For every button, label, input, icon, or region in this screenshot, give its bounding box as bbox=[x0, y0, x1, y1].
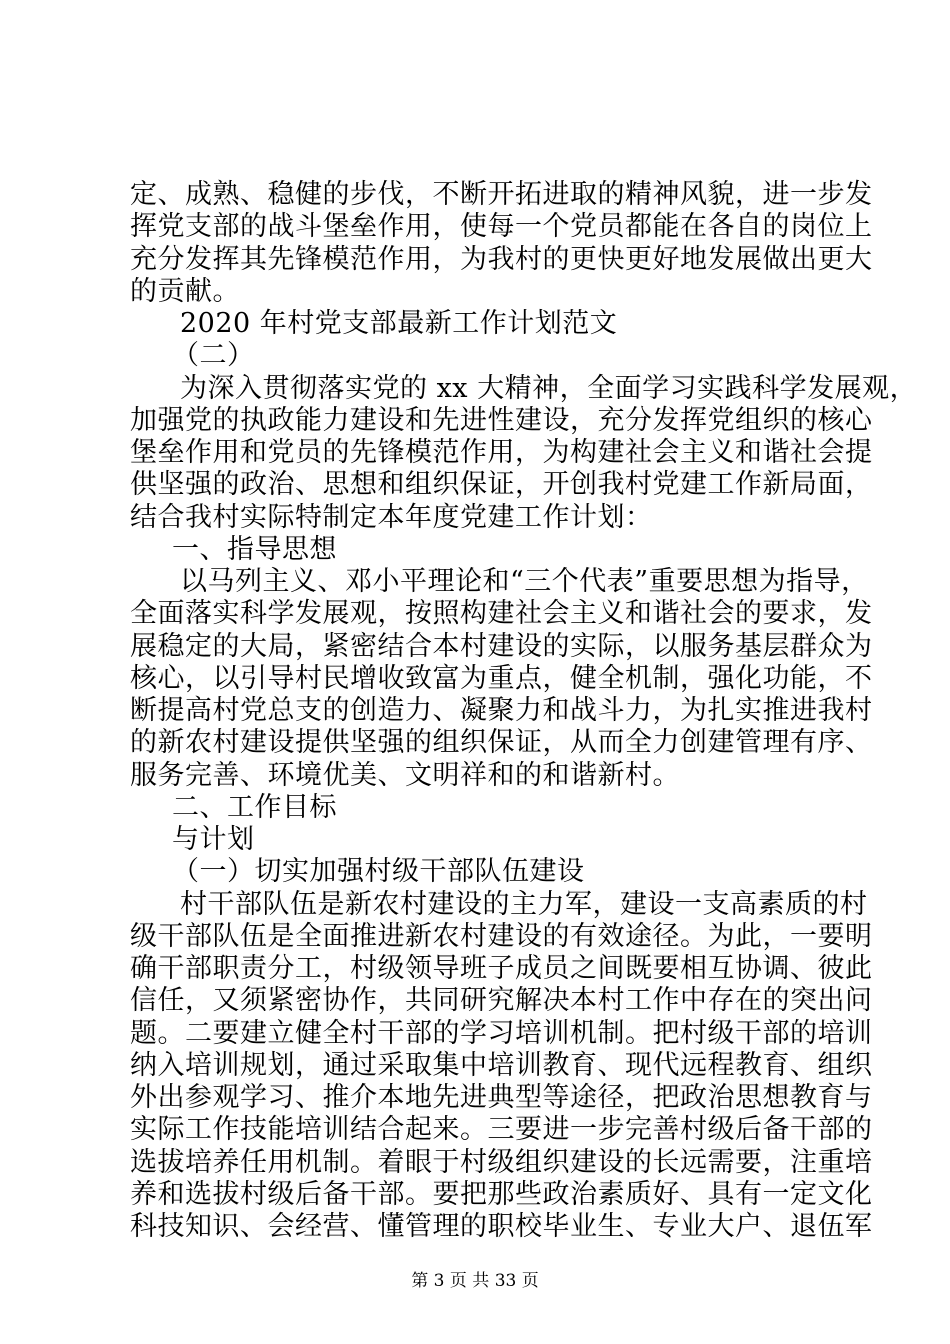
text-line: 结合我村实际特制定本年度党建工作计划： bbox=[130, 502, 653, 533]
text-line: 选拔培养任用机制。着眼于村级组织建设的长远需要，注重培 bbox=[130, 1147, 873, 1178]
text-line: 信任，又须紧密协作，共同研究解决本村工作中存在的突出问 bbox=[130, 985, 873, 1016]
text-line: 级干部队伍是全面推进新农村建设的有效途径。为此，一要明 bbox=[130, 921, 873, 952]
text-line: 的新农村建设提供坚强的组织保证，从而全力创建管理有序、 bbox=[130, 727, 873, 758]
section-heading: 一、指导思想 bbox=[172, 534, 337, 565]
text-line: 实际工作技能培训结合起来。三要进一步完善村级后备干部的 bbox=[130, 1114, 873, 1145]
text-line: 全面落实科学发展观，按照构建社会主义和谐社会的要求，发 bbox=[130, 598, 873, 629]
text-line: 纳入培训规划，通过采取集中培训教育、现代远程教育、组织 bbox=[130, 1050, 873, 1081]
text-line: 堡垒作用和党员的先锋模范作用，为构建社会主义和谐社会提 bbox=[130, 437, 873, 468]
section-heading: 2020 年村党支部最新工作计划范文 bbox=[180, 308, 618, 339]
text-line: 为深入贯彻落实党的 xx 大精神，全面学习实践科学发展观， bbox=[180, 373, 918, 404]
text-line: 的贡献。 bbox=[130, 276, 240, 307]
text-line: 挥党支部的战斗堡垒作用，使每一个党员都能在各自的岗位上 bbox=[130, 211, 873, 242]
section-subheading: （二） bbox=[172, 340, 255, 371]
text-line: 确干部职责分工，村级领导班子成员之间既要相互协调、彼此 bbox=[130, 953, 873, 984]
text-line: 题。二要建立健全村干部的学习培训机制。把村级干部的培训 bbox=[130, 1018, 873, 1049]
section-heading: 与计划 bbox=[172, 824, 255, 855]
text-line: 定、成熟、稳健的步伐，不断开拓进取的精神风貌，进一步发 bbox=[130, 179, 873, 210]
text-line: 以马列主义、邓小平理论和“三个代表”重要思想为指导， bbox=[180, 566, 869, 597]
text-line: 断提高村党总支的创造力、凝聚力和战斗力，为扎实推进我村 bbox=[130, 695, 873, 726]
text-line: 服务完善、环境优美、文明祥和的和谐新村。 bbox=[130, 760, 680, 791]
text-line: 展稳定的大局，紧密结合本村建设的实际，以服务基层群众为 bbox=[130, 631, 873, 662]
section-subheading: （一）切实加强村级干部队伍建设 bbox=[172, 856, 585, 887]
page-number-footer: 第 3 页 共 33 页 bbox=[411, 1271, 539, 1291]
text-line: 科技知识、会经营、懂管理的职校毕业生、专业大户、退伍军 bbox=[130, 1211, 873, 1242]
text-line: 村干部队伍是新农村建设的主力军，建设一支高素质的村 bbox=[180, 889, 868, 920]
text-line: 加强党的执政能力建设和先进性建设，充分发挥党组织的核心 bbox=[130, 405, 873, 436]
text-line: 充分发挥其先锋模范作用，为我村的更快更好地发展做出更大 bbox=[130, 244, 873, 275]
text-line: 核心，以引导村民增收致富为重点，健全机制，强化功能，不 bbox=[130, 663, 873, 694]
text-line: 供坚强的政治、思想和组织保证，开创我村党建工作新局面， bbox=[130, 469, 873, 500]
section-heading: 二、工作目标 bbox=[172, 792, 337, 823]
text-line: 养和选拔村级后备干部。要把那些政治素质好、具有一定文化 bbox=[130, 1179, 873, 1210]
text-line: 外出参观学习、推介本地先进典型等途径，把政治思想教育与 bbox=[130, 1082, 873, 1113]
